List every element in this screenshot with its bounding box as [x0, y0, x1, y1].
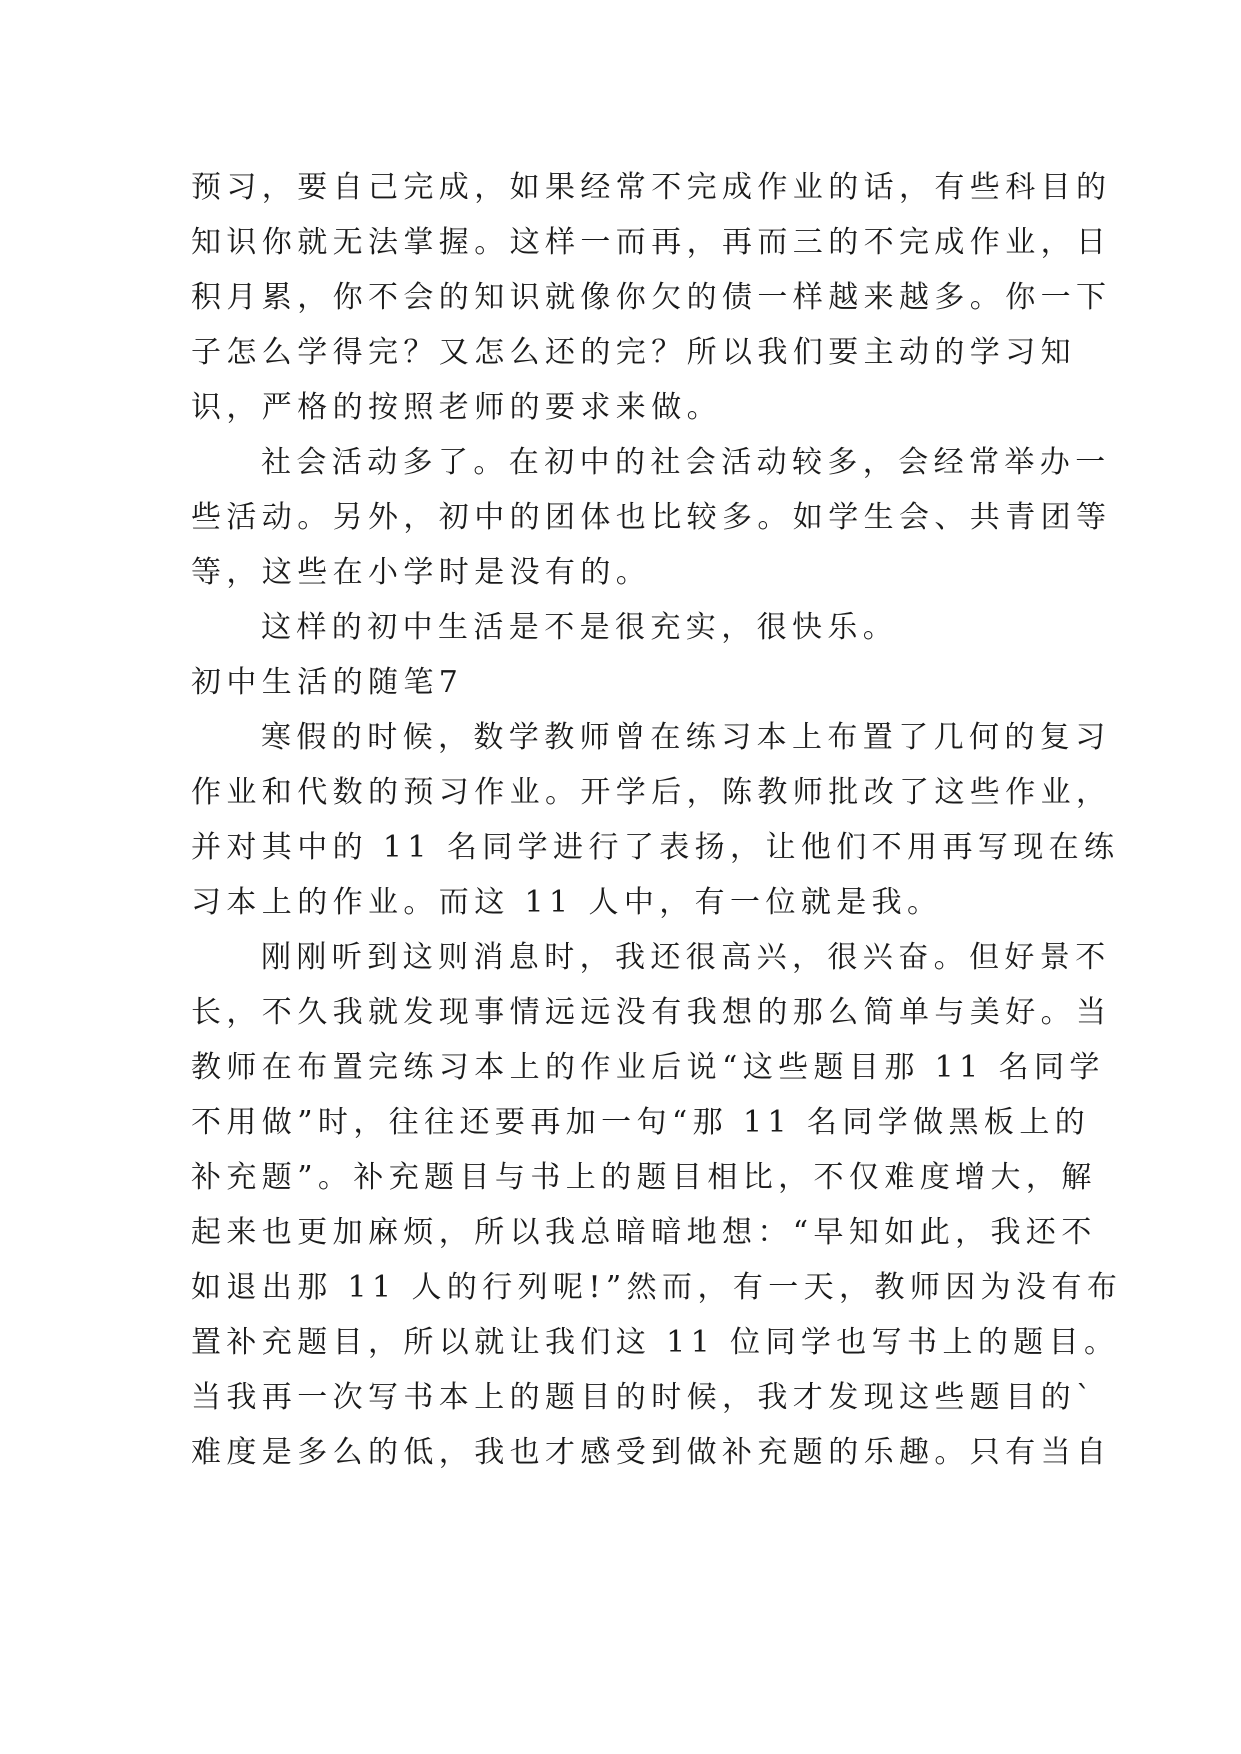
text-line: 子怎么学得完？又怎么还的完？所以我们要主动的学习知 [191, 335, 1076, 370]
text-line: 些活动。另外，初中的团体也比较多。如学生会、共青团等 [191, 500, 1112, 535]
text-line: 如退出那 11 人的行列呢!”然而，有一天，教师因为没有布 [191, 1270, 1123, 1305]
text-line: 长，不久我就发现事情远远没有我想的那么简单与美好。当 [191, 995, 1112, 1030]
paragraph-first-line: 社会活动多了。在初中的社会活动较多，会经常举办一 [261, 445, 1111, 480]
text-line: 起来也更加麻烦，所以我总暗暗地想：“早知如此，我还不 [191, 1215, 1097, 1250]
text-line: 积月累，你不会的知识就像你欠的债一样越来越多。你一下 [191, 280, 1112, 315]
paragraph-first-line: 这样的初中生活是不是很充实，很快乐。 [261, 610, 899, 645]
section-heading: 初中生活的随笔7 [191, 665, 464, 700]
paragraph-first-line: 寒假的时候，数学教师曾在练习本上布置了几何的复习 [261, 720, 1111, 755]
text-line: 知识你就无法掌握。这样一而再，再而三的不完成作业，日 [191, 225, 1112, 260]
text-line: 教师在布置完练习本上的作业后说“这些题目那 11 名同学 [191, 1050, 1105, 1085]
text-line: 置补充题目，所以就让我们这 11 位同学也写书上的题目。 [191, 1325, 1120, 1360]
text-line: 难度是多么的低，我也才感受到做补充题的乐趣。只有当自 [191, 1435, 1112, 1470]
text-line: 识，严格的按照老师的要求来做。 [191, 390, 722, 425]
text-line: 补充题”。补充题目与书上的题目相比，不仅难度增大，解 [191, 1160, 1097, 1195]
text-line: 预习，要自己完成，如果经常不完成作业的话，有些科目的 [191, 170, 1112, 205]
text-line: 习本上的作业。而这 11 人中，有一位就是我。 [191, 885, 943, 920]
text-line: 作业和代数的预习作业。开学后，陈教师批改了这些作业， [191, 775, 1112, 810]
text-line: 不用做”时，往往还要再加一句“那 11 名同学做黑板上的 [191, 1105, 1091, 1140]
text-line: 当我再一次写书本上的题目的时候，我才发现这些题目的` [191, 1380, 1097, 1415]
document-body [191, 160, 1123, 1480]
text-line: 等，这些在小学时是没有的。 [191, 555, 652, 590]
paragraph-first-line: 刚刚听到这则消息时，我还很高兴，很兴奋。但好景不 [261, 940, 1111, 975]
text-line: 并对其中的 11 名同学进行了表扬，让他们不用再写现在练 [191, 830, 1120, 865]
